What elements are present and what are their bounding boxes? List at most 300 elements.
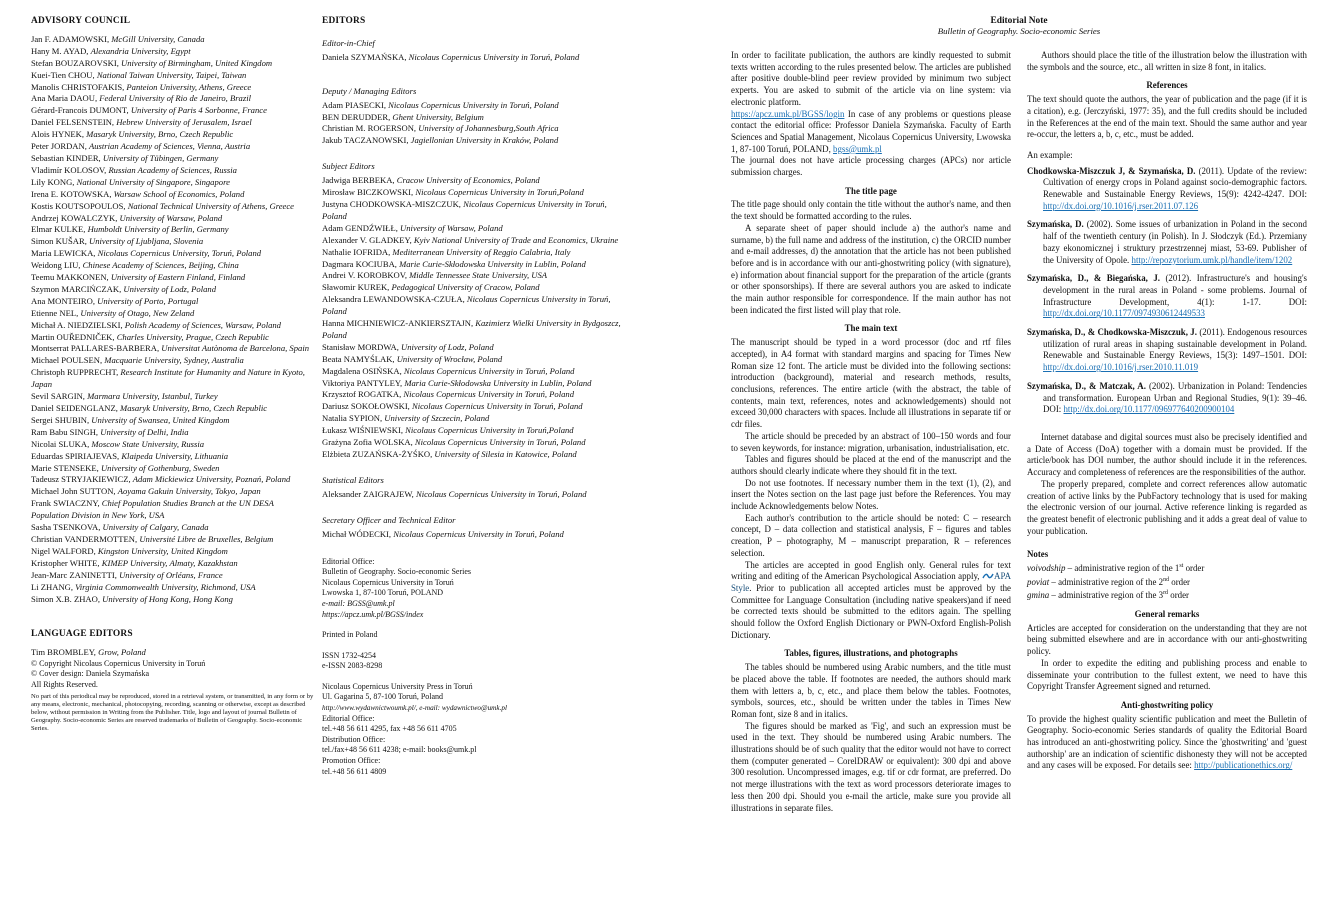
editor-member xyxy=(322,282,622,294)
stat-section xyxy=(322,475,622,501)
advisory-member xyxy=(31,58,314,70)
editor-member xyxy=(322,489,622,501)
references-intro: The text should quote the authors, the year of publication and the page (if it is a citation), e.g. (Jerczyński, 1977: 35), and the full credits should be included in the References at the end of the main text. Should the same author and year re-occur, the letters a, b, c, etc., must be added. xyxy=(1027,94,1307,140)
advisory-affiliation: Warsaw School of Economics, Poland xyxy=(113,188,245,199)
advisory-name: Sergei SHUBIN, xyxy=(31,414,92,425)
editor-member xyxy=(322,270,622,282)
advisory-affiliation: University of Gothenburg, Sweden xyxy=(100,462,220,473)
internet-p1: Internet database and digital sources must also be precisely identified and a Date of Access (DoA) together with a domain must be provided. If the article/book has DOI number, the author should include it in the references. Accuracy and completeness of references are the responsibilities of the author. xyxy=(1027,431,1307,478)
advisory-member xyxy=(31,427,314,439)
advisory-affiliation: University of Birmingham, United Kingdom xyxy=(121,57,273,68)
editor-name: Justyna CHODKOWSKA-MISZCZUK, xyxy=(322,198,464,209)
editor-member xyxy=(322,354,622,366)
advisory-name: Michał A. NIEDZIELSKI, xyxy=(31,319,125,330)
advisory-member xyxy=(31,284,314,296)
advisory-name: Gérard-Francois DUMONT, xyxy=(31,105,131,116)
reference-authors: Szymańska, D., & Matczak, A. xyxy=(1027,380,1146,391)
advisory-name: Stefan BOUZAROVSKI, xyxy=(31,57,121,68)
editor-name: Nathalie IOFRIDA, xyxy=(322,246,393,257)
advisory-member xyxy=(31,82,314,94)
advisory-affiliation: Humboldt University of Berlin, Germany xyxy=(87,224,229,235)
deputy-title: Deputy / Managing Editors xyxy=(322,85,417,96)
advisory-name: Nigel WALFORD, xyxy=(31,545,98,556)
editor-member xyxy=(322,342,622,354)
advisory-affiliation: University of Swansea, United Kingdom xyxy=(91,414,230,425)
advisory-member xyxy=(31,224,314,236)
reference-link[interactable]: http://dx.doi.org/10.1177/096977640200900104 xyxy=(1063,404,1235,415)
advisory-member xyxy=(31,129,314,141)
advisory-member xyxy=(31,70,314,82)
advisory-name: Sasha TSENKOVA, xyxy=(31,522,103,533)
editor-name: Christian M. ROGERSON, xyxy=(322,123,419,134)
note-ordinal: st xyxy=(1179,563,1184,570)
tables-p3: Authors should place the title of the illustration below the illustration with the symbols and the source, etc., all written in size 8 font, in italics. xyxy=(1027,50,1307,72)
advisory-name: Maria LEWICKA, xyxy=(31,248,98,259)
advisory-name: Frank SWIACZNY, xyxy=(31,498,102,509)
advisory-affiliation: University of Ljubljana, Slovenia xyxy=(89,236,204,247)
login-link[interactable]: https://apcz.umk.pl/BGSS/login xyxy=(731,108,845,119)
editor-member xyxy=(322,112,622,124)
example-label: An example: xyxy=(1027,149,1073,160)
note-ordinal: nd xyxy=(1163,576,1170,583)
advisory-member xyxy=(31,165,314,177)
editor-affiliation: University of Lodz, Poland xyxy=(401,341,494,352)
ed-office-label: Editorial Office: xyxy=(322,713,375,723)
editor-name: Jakub TACZANOWSKI, xyxy=(322,135,411,146)
advisory-heading: ADVISORY COUNCIL xyxy=(31,16,131,26)
editor-member xyxy=(322,187,622,199)
advisory-member xyxy=(31,46,314,58)
editor-affiliation: Pedagogical University of Cracow, Poland xyxy=(391,282,540,293)
advisory-member xyxy=(31,177,314,189)
editor-member xyxy=(322,425,622,437)
tables-p1: The tables should be numbered using Arabic numbers, and the title must be placed above the table. If footnotes are needed, the authors should mark them with letters a, b, c, etc., and place them below the tables. Footnotes, symbols, sources, etc., should be written under the tables in Times New Roman font, size 8 and in italics. xyxy=(731,662,1011,719)
reference-authors: Szymańska, D. xyxy=(1027,219,1084,230)
editor-affiliation: University of Szczecin, Poland xyxy=(384,413,490,424)
editor-member xyxy=(322,318,622,342)
editor-member xyxy=(322,247,622,259)
advisory-affiliation: Aoyama Gakuin University, Tokyo, Japan xyxy=(117,486,261,497)
editors-heading: EDITORS xyxy=(322,16,366,26)
dist-label: Distribution Office: xyxy=(322,734,386,744)
editor-affiliation: University of Warsaw, Poland xyxy=(400,222,503,233)
editor-affiliation: Nicolaus Copernicus University in Toruń, Poland xyxy=(322,294,611,317)
advisory-name: Christian VANDERMOTTEN, xyxy=(31,533,140,544)
advisory-affiliation: University of Otago, New Zeland xyxy=(80,307,195,318)
dist-tel: tel./fax+48 56 611 4238; e-mail: books@umk.pl xyxy=(322,745,477,755)
advisory-affiliation: Research Institute for Humanity and Nature in Kyoto, Japan xyxy=(31,367,305,390)
advisory-name: Kuei-Tien CHOU, xyxy=(31,69,97,80)
main-p3: Tables and figures should be placed at the end of the manuscript and the authors should clearly indicate where they should fit in the text. xyxy=(731,454,1011,476)
editor-member xyxy=(322,378,622,390)
editor-name: Łukasz WIŚNIEWSKI, xyxy=(322,425,406,436)
editor-member xyxy=(322,52,622,64)
advisory-name: Ana MONTEIRO, xyxy=(31,295,98,306)
editor-affiliation: Nicolaus Copernicus University in Toruń, Poland xyxy=(393,528,564,539)
advisory-name: Hany M. AYAD, xyxy=(31,45,91,56)
editor-member xyxy=(322,449,622,461)
copyright-line: © Copyright Nicolaus Copernicus University in Toruń xyxy=(31,659,206,669)
reference-link[interactable]: http://dx.doi.org/10.1016/j.rser.2011.07.126 xyxy=(1043,200,1199,211)
editor-affiliation: Marie Curie-Skłodowska University in Lublin, Poland xyxy=(399,258,586,269)
chief-title: Editor-in-Chief xyxy=(322,37,375,48)
editor-affiliation: Kyiv National University of Trade and Economics, Ukraine xyxy=(413,234,619,245)
reference-text: (2002). Urbanization in Poland: Tendencies and transformation. European Urban and Regional Studies, 9(1): 39–46. DOI: xyxy=(1043,380,1307,415)
advisory-member xyxy=(31,260,314,272)
advisory-name: Tadeusz STRYJAKIEWICZ, xyxy=(31,474,133,485)
advisory-name: Alois HYNEK, xyxy=(31,129,87,140)
ed-office-tel: tel.+48 56 611 4295, fax +48 56 611 4705 xyxy=(322,724,457,734)
reproduction-notice: No part of this periodical may be reproduced, stored in a retrieval system, or transmitted, in any form or by any means, electronic, mechanical, photocopying, recording, scanning or otherwise, except as described below, without permission in Writing from the Publisher. Title, logo and layout of journal Bulletin of Geography. Socio-economic Series are reserved trademarks of Bulletin of Geography. Socio-economic Series. xyxy=(31,692,314,732)
editor-affiliation: Nicolaus Copernicus University in Toruń, Poland xyxy=(403,365,575,376)
advisory-member xyxy=(31,463,314,475)
editor-name: Michał WÓDECKI, xyxy=(322,528,394,539)
editor-name: Dariusz SOKOŁOWSKI, xyxy=(322,401,412,412)
editorial-note-header xyxy=(731,16,1307,46)
editor-name: Andrei V. KOROBKOV, xyxy=(322,270,410,281)
advisory-affiliation: Université Libre de Bruxelles, Belgium xyxy=(139,533,274,544)
advisory-member xyxy=(31,534,314,546)
editor-member xyxy=(322,223,622,235)
advisory-affiliation: University of Hong Kong, Hong Kong xyxy=(102,593,233,604)
advisory-name: Kristopher WHITE, xyxy=(31,557,102,568)
advisory-member xyxy=(31,474,314,486)
press-line-1: Nicolaus Copernicus University Press in Toruń xyxy=(322,681,473,691)
advisory-affiliation: McGill University, Canada xyxy=(111,33,205,44)
editor-affiliation: Nicolaus Copernicus University in Toruń, Poland xyxy=(408,51,580,62)
tables-p2: The figures should be marked as 'Fig', and such an expression must be used in the text. They should be numbered using Arabic numbers. The illustrations should be of such quality that the editor would not have to correct them (computer generated – CorelDRAW or equivalent): 300 dpi and above 300 resolution. Uncompressed images, e.g. tif or cdr format, are preferred. Do not merge illustrations with the text as word processors deteriorate images to less then 200 dpi. Should you e-mail the article, make sure you provide all illustrations in separate files. xyxy=(731,720,1011,813)
note-end: order xyxy=(1183,562,1205,573)
reference-text: (2012). Infrastructure's and housing's development in the rural areas in Poland - some problems. Journal of Infrastructure Development, 4(1): 1-17. DOI: xyxy=(1043,273,1307,307)
advisory-name: Elmar KULKE, xyxy=(31,224,88,235)
advisory-member xyxy=(31,248,314,260)
advisory-member xyxy=(31,355,314,367)
reference-text: (2011). Update of the review: Cultivation of energy crops in Poland against socio-demographic factors. Renewable and Sustainable Energy Reviews, 15(9): 4242-4247. DOI: xyxy=(1043,165,1307,200)
advisory-name: Kostis KOUTSOPOULOS, xyxy=(31,200,128,211)
note-text: – administrative region of the 3 xyxy=(1049,590,1164,601)
apc-paragraph: The journal does not have article processing charges (APCs) nor article submission charges. xyxy=(731,155,1011,178)
advisory-name: Manolis CHRISTOFAKIS, xyxy=(31,81,127,92)
advisory-member xyxy=(31,367,314,391)
advisory-affiliation: Masaryk University, Brno, Czech Republic xyxy=(120,403,268,413)
editor-member xyxy=(322,294,622,318)
editor-affiliation: University of Wrocław, Poland xyxy=(396,353,503,364)
advisory-member xyxy=(31,332,314,344)
note-ordinal: rd xyxy=(1163,590,1169,597)
advisory-name: Peter JORDAN, xyxy=(31,141,90,152)
email-link[interactable]: bgss@umk.pl xyxy=(833,143,882,154)
anti-ghostwriting-heading: Anti-ghostwriting policy xyxy=(1120,699,1214,710)
reference-authors: Szymańska, D., & Biegańska, J. xyxy=(1027,273,1160,284)
advisory-member xyxy=(31,308,314,320)
editor-member xyxy=(322,437,622,449)
reference-link[interactable]: http://dx.doi.org/10.1016/j.rser.2010.11.019 xyxy=(1043,362,1199,373)
subject-section xyxy=(322,161,622,461)
advisory-affiliation: University of Calgary, Canada xyxy=(102,522,209,533)
secretary-list xyxy=(322,529,622,541)
advisory-member xyxy=(31,296,314,308)
advisory-name: Vladimír KOLOSOV, xyxy=(31,164,109,175)
office-line-2: Nicolaus Copernicus University in Toruń xyxy=(322,577,454,587)
editor-affiliation: Nicolaus Copernicus University in Toruń, Poland xyxy=(415,488,587,499)
main-text-heading: The main text xyxy=(844,323,898,334)
advisory-member xyxy=(31,415,314,427)
note-end: order xyxy=(1168,590,1190,601)
advisory-member xyxy=(31,582,314,594)
eissn: e-ISSN 2083-8298 xyxy=(322,661,383,671)
editorial-note-subtitle: Bulletin of Geography. Socio-economic Series xyxy=(937,26,1101,36)
editor-name: Mirosław BICZKOWSKI, xyxy=(322,187,416,198)
editor-name: Aleksandra LEWANDOWSKA-CZUŁA, xyxy=(322,294,467,305)
publication-ethics-link[interactable]: http://publicationethics.org/ xyxy=(1194,760,1293,771)
cover-design-line: © Cover design: Daniela Szymańska xyxy=(31,669,150,679)
editor-affiliation: Nicolaus Copernicus University in Toruń, Poland xyxy=(322,198,607,221)
main-p4: Do not use footnotes. If necessary number them in the text (1), (2), and insert the Notes section on the last page just before the References. You may include Acknowledgements below Notes. xyxy=(731,477,1011,512)
advisory-name: Martin OUŘEDNIČEK, xyxy=(31,331,117,342)
tables-heading: Tables, figures, illustrations, and photographs xyxy=(784,648,958,659)
office-label: Editorial Office: xyxy=(322,556,375,566)
office-line-3: Lwowska 1, 87-100 Toruń, POLAND xyxy=(322,588,444,598)
advisory-member xyxy=(31,141,314,153)
note-term: gmina xyxy=(1027,590,1050,601)
main-p6-b: . Prior to publication all accepted articles must be approved by the Committee for Language Consultation (including native speakers)and if need be corrected texts should be submitted to the editors again. The spelling should follow the Oxford English Dictionary or PWN-Oxford English-Polish Dictionary. xyxy=(731,582,1011,640)
note-item xyxy=(1027,588,1307,602)
main-p6 xyxy=(731,560,1011,642)
editor-affiliation: Middle Tennessee State University, USA xyxy=(409,270,548,281)
advisory-affiliation: Macquarie University, Sydney, Australia xyxy=(104,355,244,366)
advisory-affiliation: Charles University, Prague, Czech Republic xyxy=(116,331,269,342)
editor-member xyxy=(322,199,622,223)
deputy-section xyxy=(322,86,622,148)
advisory-name: Michael POULSEN, xyxy=(31,355,105,366)
advisory-name: Szymon MARCIŃCZAK, xyxy=(31,283,124,294)
editors-column xyxy=(322,16,622,777)
advisory-member xyxy=(31,153,314,165)
note-end: order xyxy=(1169,576,1191,587)
advisory-name: Daniel SEIDENGLANZ, xyxy=(31,403,121,413)
advisory-affiliation: National University of Singapore, Singapore xyxy=(76,176,230,187)
advisory-affiliation: Chinese Academy of Sciences, Beijing, China xyxy=(82,260,239,271)
main-p1: The manuscript should be typed in a word processor (doc and rtf files accepted), in A4 format with standard margins and spacing for Times New Roman size 12 font. The article must be divided into the following sections: introduction (background), material and research methods, results, conclusions, references. The entire article (with the abstract, the table of contents, main text, references, notes and acknowledgements) should not exceed 30,000 characters with spaces. Include all illustrations in separate tif or cdr files. xyxy=(731,337,1011,430)
notes-list xyxy=(1027,561,1307,602)
advisory-name: Ana Maria DAOU, xyxy=(31,93,100,104)
advisory-member xyxy=(31,594,314,606)
editor-name: Alexander V. GLADKEY, xyxy=(322,234,414,245)
language-editor-aff: Grow, Poland xyxy=(98,647,146,658)
editor-name: Daniela SZYMAŃSKA, xyxy=(322,51,409,62)
editorial-note-title: Editorial Note xyxy=(990,16,1048,26)
note-item xyxy=(1027,561,1307,575)
editor-affiliation: Mediterranean University of Reggio Calabria, Italy xyxy=(392,246,571,257)
editor-affiliation: Nicolaus Copernicus University in Toruń, Poland xyxy=(414,437,586,448)
notes-heading: Notes xyxy=(1027,549,1049,560)
main-p5: Each author's contribution to the article should be noted: C – research concept, D – data collection and statistical analysis, F – figures and tables creation, P – photography, M – manuscript preparation, R – references selection. xyxy=(731,512,1011,558)
advisory-affiliation: University of Warsaw, Poland xyxy=(119,212,223,223)
reference-authors: Szymańska, D., & Chodkowska-Miszczuk, J. xyxy=(1027,327,1197,338)
promo-tel: tel.+48 56 611 4809 xyxy=(322,766,387,776)
editor-member xyxy=(322,413,622,425)
editor-name: Elżbieta ZUZAŃSKA-ŻYŚKO, xyxy=(322,449,435,459)
advisory-affiliation: University of Tübingen, Germany xyxy=(102,152,219,163)
editor-name: Natalia SYPION, xyxy=(322,413,385,424)
advisory-affiliation: Marmara University, Istanbul, Turkey xyxy=(87,391,218,402)
advisory-member xyxy=(31,522,314,534)
advisory-list xyxy=(31,34,314,606)
editorial-office-block xyxy=(322,557,622,778)
chief-section xyxy=(322,38,622,64)
editor-member xyxy=(322,366,622,378)
note-term: voivodship xyxy=(1027,562,1066,573)
advisory-affiliation: University of Delhi, India xyxy=(100,426,189,437)
editor-member xyxy=(322,123,622,135)
note-text: – administrative region of the 1 xyxy=(1065,562,1180,573)
editor-name: Dagmara KOCIUBA, xyxy=(322,258,400,269)
secretary-section xyxy=(322,515,622,541)
advisory-affiliation: University of Eastern Finland, Finland xyxy=(110,272,246,283)
note-term: poviat xyxy=(1027,576,1050,587)
general-remarks-heading: General remarks xyxy=(1134,609,1200,620)
contact-paragraph xyxy=(731,109,1011,156)
reference-entry xyxy=(1027,166,1307,213)
advisory-name: Etienne NEL, xyxy=(31,307,81,318)
office-url: https://apcz.umk.pl/BGSS/index xyxy=(322,609,424,619)
editor-affiliation: Nicolaus Copernicus University in Toruń, Poland xyxy=(403,389,574,400)
advisory-affiliation: Russian Academy of Sciences, Russia xyxy=(108,164,237,175)
apa-logo-icon xyxy=(982,572,994,580)
editor-name: Viktoriya PANTYLEY, xyxy=(322,377,405,388)
deputy-list xyxy=(322,100,622,148)
editor-member xyxy=(322,401,622,413)
editor-member xyxy=(322,529,622,541)
editor-affiliation: Nicolaus Copernicus University in Toruń, Poland xyxy=(411,401,583,412)
note-item xyxy=(1027,575,1307,589)
title-page-p2: A separate sheet of paper should include a) the author's name and surname, b) the full name and address of the institution, c) the ORCID number and e-mail addresses, d) the annotation that the article has not been published before and is in accordance with our anti-ghostwriting policy (with signature), e) information about financial support for the preparation of the article (grants or other sponsorships). If there are several authors you are asked to indicate the main author responsible for correspondence. If the main author has not been indicated the first listed will play that role. xyxy=(731,222,1011,315)
general-p1: Articles are accepted for consideration on the understanding that they are not being submitted elsewhere and are in accordance with our anti-ghostwriting policy. xyxy=(1027,622,1307,657)
advisory-affiliation: University of Paris 4 Sorbonne, France xyxy=(130,105,267,116)
general-p2: In order to expedite the editing and publishing process and enable to disseminate your contribution to the fullest extent, we need to have this Copyright Transfer Agreement signed and returned. xyxy=(1027,657,1307,692)
advisory-name: Weidong LIU, xyxy=(31,260,83,271)
advisory-member xyxy=(31,343,314,355)
advisory-name: Li ZHANG, xyxy=(31,581,76,592)
advisory-member xyxy=(31,34,314,46)
advisory-name: Christoph RUPPRECHT, xyxy=(31,367,121,378)
advisory-name: Sevil SARGIN, xyxy=(31,391,88,402)
issn: ISSN 1732-4254 xyxy=(322,650,377,660)
editor-name: Krzysztof ROGATKA, xyxy=(322,389,404,400)
advisory-member xyxy=(31,570,314,582)
advisory-member xyxy=(31,272,314,284)
editor-affiliation: University of Johannesburg,South Africa xyxy=(418,123,559,134)
reference-entry xyxy=(1027,219,1307,266)
editor-affiliation: Kazimierz Wielki University in Bydgoszcz, Poland xyxy=(322,318,621,340)
advisory-member xyxy=(31,391,314,403)
office-email: e-mail: BGSS@umk.pl xyxy=(322,598,395,608)
language-editor xyxy=(31,647,314,659)
advisory-affiliation: Hebrew University of Jerusalem, Israel xyxy=(116,117,252,128)
anti-ghostwriting-paragraph xyxy=(1027,714,1307,773)
apa-style-label: APA Style xyxy=(731,571,1011,593)
advisory-affiliation: Federal University of Rio de Janeiro, Brazil xyxy=(99,93,251,104)
stat-list xyxy=(322,489,622,501)
advisory-affiliation: Nicolaus Copernicus University, Toruń, Poland xyxy=(97,248,262,259)
advisory-member xyxy=(31,320,314,332)
reference-entry xyxy=(1027,273,1307,320)
reference-text: (2002). Some issues of urbanization in Poland in the second half of the twentieth century (in Polish). In J. Słodczyk (Ed.). Przemiany bazy ekonomicznej i struktury przestrzennej miast, 53-69. Publisher of the University of Opole. xyxy=(1043,219,1307,265)
advisory-affiliation: KIMEP University, Almaty, Kazakhstan xyxy=(101,557,238,568)
editor-name: Aleksander ZAIGRAJEW, xyxy=(322,488,416,499)
main-p2: The article should be preceded by an abstract of 100–150 words and four to seven keywords, for instance: migration, urbanisation, industrialisation, etc. xyxy=(731,430,1011,453)
subject-title: Subject Editors xyxy=(322,161,375,172)
advisory-member xyxy=(31,546,314,558)
internet-p2: The properly prepared, complete and correct references allow automatic creation of active links by the PubFactory technology that is used for making the electronic version of our journal. Active reference linking is regarded as the greatest benefit of electronic publishing and it adds a great deal of value to your publication. xyxy=(1027,478,1307,536)
advisory-member xyxy=(31,105,314,117)
advisory-affiliation: Panteion University, Athens, Greece xyxy=(126,81,252,92)
editor-name: Adam GENDŹWIŁŁ, xyxy=(322,222,401,233)
secretary-title: Secretary Officer and Technical Editor xyxy=(322,514,456,525)
editor-affiliation: Nicolaus Copernicus University in Toruń, Poland xyxy=(388,99,559,110)
editor-name: Beata NAMYŚLAK, xyxy=(322,353,397,364)
advisory-affiliation: Chief Population Studies Branch at the UN DESA Population Division in New York, USA xyxy=(31,498,274,521)
office-line-1: Bulletin of Geography. Socio-economic Series xyxy=(322,567,471,577)
rights-line: All Rights Reserved. xyxy=(31,679,98,689)
promo-label: Promotion Office: xyxy=(322,756,381,766)
advisory-member xyxy=(31,213,314,225)
advisory-name: Montserrat PALLARES-BARBERA, xyxy=(31,343,162,354)
advisory-affiliation: Alexandria University, Egypt xyxy=(90,45,191,56)
advisory-affiliation: Moscow State University, Russia xyxy=(91,438,205,449)
language-editor-name: Tim BROMBLEY, xyxy=(31,647,99,658)
advisory-member xyxy=(31,558,314,570)
editor-member xyxy=(322,235,622,247)
note-text: – administrative region of the 2 xyxy=(1049,576,1164,587)
intro-paragraph: In order to facilitate publication, the authors are kindly requested to submit texts written according to the rules presented below. The articles are published after positive double-blind peer review provided by minimum two subject experts. You are asked to submit of the article via on line system: via electronic platform. xyxy=(731,50,1011,107)
editor-affiliation: Maria Curie-Skłodowska University in Lublin, Poland xyxy=(404,377,592,388)
advisory-name: Michael John SUTTON, xyxy=(31,486,118,497)
advisory-name: Jean-Marc ZANINETTI, xyxy=(31,569,120,580)
editor-affiliation: Nicolaus Copernicus University in Toruń,Poland xyxy=(415,187,584,198)
reference-link[interactable]: http://dx.doi.org/10.1177/0974930612449533 xyxy=(1043,308,1205,319)
advisory-name: Irena E. KOTOWSKA, xyxy=(31,188,114,199)
advisory-affiliation: Masaryk University, Brno, Czech Republic xyxy=(86,129,234,140)
note-column-right xyxy=(1027,50,1307,772)
editor-name: Magdalena OSIŃSKA, xyxy=(322,365,404,376)
contact-text: In case of any problems or questions please contact the editorial office: Professor Daniela Szymańska. Faculty of Earth Sciences and Spatial Management, Nicolaus Copernicus University, Lwowska 1, 87-100 Toruń, POLAND, xyxy=(731,108,1011,154)
advisory-affiliation: University of Orléans, France xyxy=(119,569,223,580)
editor-member xyxy=(322,100,622,112)
advisory-name: Simon X.B. ZHAO, xyxy=(31,593,103,604)
editor-name: Jadwiga BERBEKA, xyxy=(322,175,397,186)
advisory-affiliation: Kingston University, United Kingdom xyxy=(97,545,228,556)
editor-name: Stanisław MORDWA, xyxy=(322,341,402,352)
reference-link[interactable]: http://repozytorium.umk.pl/handle/item/1202 xyxy=(1131,254,1293,265)
printed-in: Printed in Poland xyxy=(322,630,378,640)
editor-member xyxy=(322,175,622,187)
note-column-left xyxy=(731,50,1011,814)
advisory-name: Eduardas SPIRIAJEVAS, xyxy=(31,450,122,461)
reference-entry xyxy=(1027,381,1307,416)
advisory-name: Ram Babu SINGH, xyxy=(31,426,101,437)
editor-affiliation: University of Silesia in Katowice, Poland xyxy=(434,449,577,459)
editor-name: BEN DERUDDER, xyxy=(322,111,393,122)
advisory-affiliation: Austrian Academy of Sciences, Vienna, Austria xyxy=(89,141,251,152)
advisory-name: Daniel FELSENSTEIN, xyxy=(31,117,117,128)
advisory-member xyxy=(31,189,314,201)
references-heading: References xyxy=(1146,80,1188,91)
advisory-name: Simon KUŠAR, xyxy=(31,236,90,247)
reference-list xyxy=(1027,166,1307,416)
editor-affiliation: Cracow University of Economics, Poland xyxy=(396,175,540,186)
title-page-p1: The title page should only contain the title without the author's name, and then the text should be formatted according to the rules. xyxy=(731,199,1011,222)
